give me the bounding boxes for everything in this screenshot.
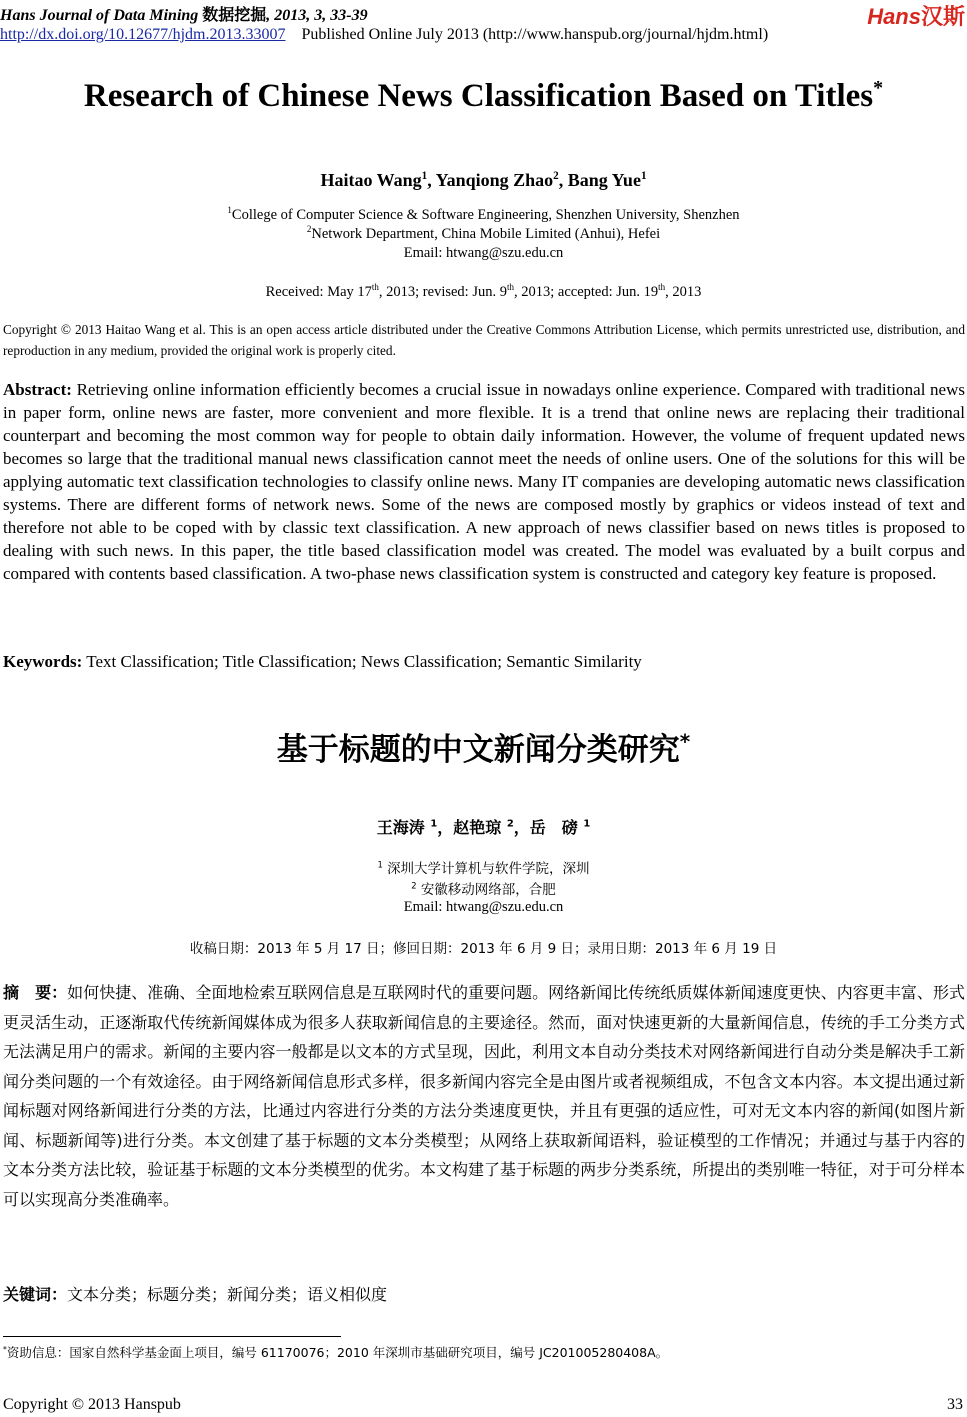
- doi-link[interactable]: http://dx.doi.org/10.12677/hjdm.2013.33007: [0, 26, 286, 43]
- page-number: 33: [947, 1396, 963, 1413]
- journal-header: [0, 2, 368, 25]
- logo-text-cn: 汉斯: [920, 4, 965, 29]
- keywords-en: [3, 652, 642, 672]
- footer-copyright: Copyright © 2013 Hanspub: [3, 1396, 181, 1413]
- funding-footnote: *资助信息：国家自然科学基金面上项目，编号 61170076；2010 年深圳市基础研究项目，编号 JC201005280408A。: [3, 1344, 669, 1360]
- dates-cn: 收稿日期：2013 年 5 月 17 日；修回日期：2013 年 6 月 9 日；录用日期：2013 年 6 月 19 日: [189, 941, 778, 957]
- author-cn: 岳 磅: [529, 818, 578, 837]
- keywords-text-cn: 文本分类；标题分类；新闻分类；语义相似度: [67, 1285, 388, 1304]
- affiliation-1-en: $^1$College of Computer Science & Software Engineering, Shenzhen University, Shenzhen: [227, 205, 740, 223]
- abstract-label: Abstract:: [3, 380, 72, 399]
- hans-logo: [867, 0, 965, 31]
- dates-en: Received: May 17th, 2013; revised: Jun. 9th, 2013; accepted: Jun. 19th, 2013: [265, 282, 702, 300]
- keywords-text: Text Classification; Title Classification; News Classification; Semantic Similarity: [86, 652, 642, 671]
- keywords-cn: [3, 1282, 387, 1305]
- title-footnote-mark: *: [873, 77, 884, 99]
- affiliation-2-en: $^2$Network Department, China Mobile Limited (Anhui), Hefei: [306, 224, 661, 242]
- footnote-divider: [3, 1336, 341, 1337]
- author: Yanqiong Zhao: [435, 170, 554, 190]
- affiliation-2-cn: $^2$ 安徽移动网络部，合肥: [411, 880, 556, 898]
- authors-cn: 王海涛 $^1$，赵艳琼 $^2$，岳 磅 $^1$: [376, 818, 591, 837]
- authors-en: Haitao Wang$^1$, Yanqiong Zhao$^2$, Bang Yue$^1$: [320, 170, 647, 190]
- journal-name: Hans Journal of Data Mining: [0, 7, 199, 24]
- title-footnote-mark-cn: *: [679, 729, 691, 754]
- keywords-label: Keywords:: [3, 652, 83, 671]
- keywords-label-cn: 关键词：: [3, 1285, 68, 1304]
- paper-title-cn: 基于标题的中文新闻分类研究*: [276, 729, 691, 768]
- license-note: Copyright © 2013 Haitao Wang et al. This is an open access article distributed under the Creative Commons Attribution License, which permits unrestricted use, distribution, and reproduction in any medium, provided the original work is properly cited.: [3, 322, 965, 358]
- email-cn: Email: htwang@szu.edu.cn: [403, 899, 564, 915]
- paper-title-en: Research of Chinese News Classification Based on Titles*: [83, 77, 884, 114]
- email-en: Email: htwang@szu.edu.cn: [403, 245, 564, 261]
- published-info: Published Online July 2013 (http://www.hanspub.org/journal/hjdm.html): [301, 26, 769, 43]
- journal-name-cn: 数据挖掘: [202, 7, 267, 24]
- abstract-en: [3, 378, 965, 585]
- abstract-label-cn: 摘 要：: [3, 983, 68, 1002]
- abstract-text: Retrieving online information efficiently becomes a crucial issue in nowadays online experience. Compared with traditional news in paper form, online news are faster, more convenient and more flexible. It is a trend that online news are replacing their traditional counterpart and becoming the most common way for people to obtain daily information. However, the volume of frequent updated news becomes so large that the traditional manual news classification cannot meet the needs of online users. One of the solutions for this will be applying automatic text classification technologies to classify online news. Many IT companies are developing automatic news classification systems. There are different forms of network news. Some of the news are composed mostly by graphics or videos instead of text and therefore not able to be coped with by classic text classification. A new approach of news classifier based on news titles is proposed to dealing with such news. In this paper, the title based classification model was created. The model was evaluated by a built corpus and compared with contents based classification. A two-phase news classification system is constructed and category key feature is proposed.: [3, 380, 965, 583]
- author: Haitao Wang: [320, 170, 422, 190]
- volume-info: , 2013, 3, 33-39: [266, 7, 368, 24]
- doi-line: [0, 26, 768, 44]
- author-cn: 王海涛: [376, 818, 425, 837]
- abstract-text-cn: 如何快捷、准确、全面地检索互联网信息是互联网时代的重要问题。网络新闻比传统纸质媒体新闻速度更快、内容更丰富、形式更灵活生动，正逐渐取代传统新闻媒体成为很多人获取新闻信息的主要途径。然而，面对快速更新的大量新闻信息，传统的手工分类方式无法满足用户的需求。新闻的主要内容一般都是以文本的方式呈现，因此，利用文本自动分类技术对网络新闻进行自动分类是解决手工新闻分类问题的一个有效途径。由于网络新闻信息形式多样，很多新闻内容完全是由图片或者视频组成，不包含文本内容。本文提出通过新闻标题对网络新闻进行分类的方法，比通过内容进行分类的方法分类速度更快，并且有更强的适应性，可对无文本内容的新闻(如图片新闻、标题新闻等)进行分类。本文创建了基于标题的文本分类模型；从网络上获取新闻语料，验证模型的工作情况；并通过与基于内容的文本分类方法比较，验证基于标题的文本分类模型的优劣。本文构建了基于标题的两步分类系统，所提出的类别唯一特征，对于可分样本可以实现高分类准确率。: [3, 983, 965, 1209]
- author: Bang Yue: [567, 170, 641, 190]
- logo-text: Hans: [867, 4, 921, 29]
- abstract-cn: [3, 978, 965, 1214]
- author-cn: 赵艳琼: [453, 818, 502, 837]
- affiliation-1-cn: $^1$ 深圳大学计算机与软件学院，深圳: [377, 859, 590, 877]
